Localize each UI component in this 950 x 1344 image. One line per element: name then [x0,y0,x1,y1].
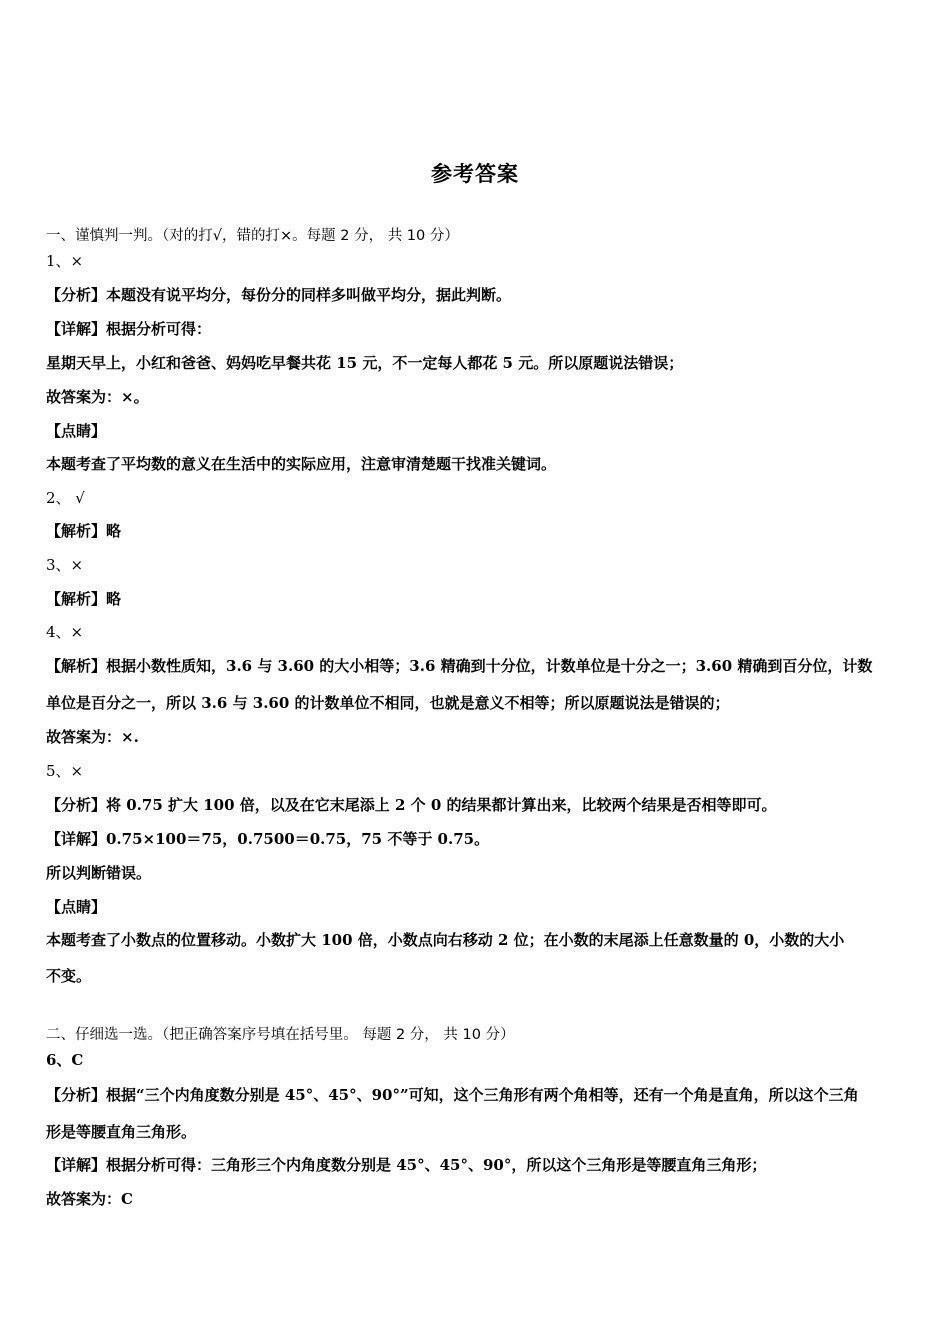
detail-line: 星期天早上，小红和爸爸、妈妈吃早餐共花 15 元，不一定每人都花 5 元。所以原题说法错误； [46,354,684,372]
explanation-line: 【解析】略 [46,590,122,608]
detail-line: 【详解】根据分析可得：三角形三个内角度数分别是 45°、45°、90°，所以这个三角形是等腰直角三角形； [46,1156,767,1174]
analysis-line: 【分析】将 0.75 扩大 100 倍，以及在它末尾添上 2 个 0 的结果都计算出来，比较两个结果是否相等即可。 [46,796,777,814]
answer-line: 故答案为：C [46,1190,133,1208]
answer-line: 故答案为：×。 [46,388,149,406]
detail-line: 【详解】根据分析可得： [46,320,212,338]
question-number: 2、 √ [46,489,85,507]
page-title: 参考答案 [431,162,519,186]
question-number: 3、× [46,556,84,574]
comment-heading: 【点睛】 [46,422,107,440]
question-number: 5、× [46,762,84,780]
detail-line: 所以判断错误。 [46,864,152,882]
analysis-line: 【分析】根据“三个内角度数分别是 45°、45°、90°”可知，这个三角形有两个角相等，还有一个角是直角，所以这个三角 [46,1086,859,1104]
section-heading-judge: 一、谨慎判一判。（对的打√，错的打×。每题 2 分， 共 10 分） [46,228,459,244]
answer-line: 故答案为：×. [46,728,139,746]
explanation-line: 单位是百分之一，所以 3.6 与 3.60 的计数单位不相同，也就是意义不相等；所以原题说法是错误的； [46,694,730,712]
question-number: 1、× [46,252,84,270]
detail-line: 【详解】0.75×100＝75，0.7500＝0.75，75 不等于 0.75。 [46,830,490,848]
comment-heading: 【点睛】 [46,898,107,916]
comment-line: 本题考查了小数点的位置移动。小数扩大 100 倍，小数点向右移动 2 位；在小数的末尾添上任意数量的 0，小数的大小 [46,931,845,949]
analysis-line: 形是等腰直角三角形。 [46,1123,197,1141]
comment-line: 不变。 [46,967,92,985]
explanation-line: 【解析】略 [46,522,122,540]
explanation-line: 【解析】根据小数性质知，3.6 与 3.60 的大小相等；3.6 精确到十分位，计数单位是十分之一；3.60 精确到百分位，计数 [46,657,873,675]
question-number: 6、C [46,1051,84,1069]
comment-line: 本题考查了平均数的意义在生活中的实际应用，注意审清楚题干找准关键词。 [46,455,557,473]
analysis-line: 【分析】本题没有说平均分，每份分的同样多叫做平均分，据此判断。 [46,286,512,304]
question-number: 4、× [46,623,84,641]
section-heading-choice: 二、仔细选一选。（把正确答案序号填在括号里。 每题 2 分， 共 10 分） [46,1027,515,1043]
